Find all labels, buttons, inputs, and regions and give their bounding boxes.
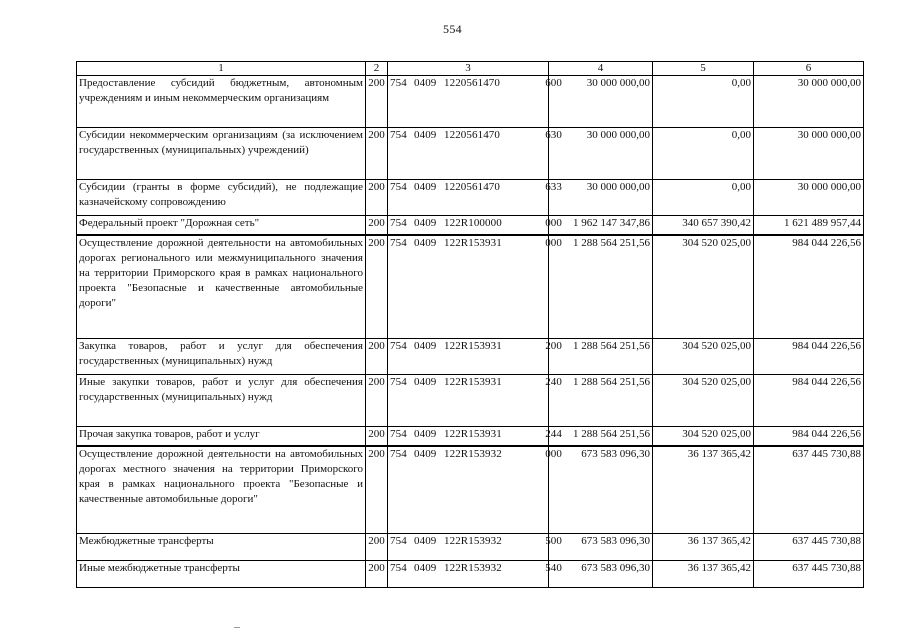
column-header-4: 4 bbox=[549, 62, 653, 76]
row-code-admin: 200 bbox=[366, 339, 388, 375]
row-budget-code bbox=[388, 561, 562, 588]
code-section: 0409 bbox=[414, 340, 437, 352]
code-chief-admin: 754 bbox=[390, 535, 407, 547]
row-budget-code bbox=[388, 235, 562, 339]
column-header-1: 1 bbox=[77, 62, 366, 76]
row-name: Закупка товаров, работ и услуг для обеспечения государственных (муниципальных) нужд bbox=[77, 339, 366, 375]
row-amount-col5: 36 137 365,42 bbox=[653, 561, 754, 588]
row-amount-col4: 673 583 096,30 bbox=[549, 561, 653, 588]
column-header-6: 6 bbox=[754, 62, 864, 76]
code-target-article: 122R100000 bbox=[444, 217, 502, 229]
code-chief-admin: 754 bbox=[390, 181, 407, 193]
row-budget-code bbox=[388, 128, 562, 180]
code-section: 0409 bbox=[414, 376, 437, 388]
code-expense-type: 000 bbox=[545, 236, 562, 249]
code-chief-admin: 754 bbox=[390, 217, 407, 229]
row-amount-col6: 637 445 730,88 bbox=[754, 446, 864, 534]
row-name: Предоставление субсидий бюджетным, автономным учреждениям и иным некоммерческим организациям bbox=[77, 76, 366, 128]
table-row bbox=[77, 76, 864, 128]
table-body bbox=[77, 76, 864, 588]
column-header-3: 3 bbox=[388, 62, 549, 76]
row-budget-code bbox=[388, 446, 562, 534]
code-target-article: 122R153931 bbox=[444, 428, 502, 440]
code-chief-admin: 754 bbox=[390, 562, 407, 574]
row-amount-col4: 1 288 564 251,56 bbox=[549, 235, 653, 339]
row-amount-col4: 673 583 096,30 bbox=[549, 534, 653, 561]
row-name: Межбюджетные трансферты bbox=[77, 534, 366, 561]
row-amount-col4: 1 288 564 251,56 bbox=[549, 427, 653, 446]
table-row bbox=[77, 128, 864, 180]
row-code-admin: 200 bbox=[366, 128, 388, 180]
row-amount-col5: 304 520 025,00 bbox=[653, 375, 754, 427]
table-row bbox=[77, 446, 864, 534]
code-chief-admin: 754 bbox=[390, 340, 407, 352]
table-row bbox=[77, 375, 864, 427]
row-code-admin: 200 bbox=[366, 427, 388, 446]
code-section: 0409 bbox=[414, 535, 437, 547]
table-row bbox=[77, 339, 864, 375]
table-row bbox=[77, 235, 864, 339]
row-amount-col5: 304 520 025,00 bbox=[653, 339, 754, 375]
row-amount-col5: 0,00 bbox=[653, 180, 754, 216]
code-section: 0409 bbox=[414, 236, 437, 249]
row-code-admin: 200 bbox=[366, 375, 388, 427]
table-row bbox=[77, 216, 864, 235]
row-amount-col5: 0,00 bbox=[653, 76, 754, 128]
row-budget-code bbox=[388, 375, 562, 427]
code-target-article: 122R153932 bbox=[444, 447, 502, 460]
code-chief-admin: 754 bbox=[390, 447, 407, 460]
code-chief-admin: 754 bbox=[390, 428, 407, 440]
row-amount-col4: 1 288 564 251,56 bbox=[549, 339, 653, 375]
row-name: Иные закупки товаров, работ и услуг для обеспечения государственных (муниципальных) нужд bbox=[77, 375, 366, 427]
table-row bbox=[77, 180, 864, 216]
code-section: 0409 bbox=[414, 181, 437, 193]
row-amount-col4: 673 583 096,30 bbox=[549, 446, 653, 534]
row-name: Субсидии (гранты в форме субсидий), не подлежащие казначейскому сопровождению bbox=[77, 180, 366, 216]
row-budget-code bbox=[388, 339, 562, 375]
row-amount-col4: 30 000 000,00 bbox=[549, 180, 653, 216]
code-expense-type: 540 bbox=[545, 562, 562, 574]
code-expense-type: 600 bbox=[545, 77, 562, 89]
code-section: 0409 bbox=[414, 217, 437, 229]
row-amount-col4: 1 288 564 251,56 bbox=[549, 375, 653, 427]
row-amount-col6: 1 621 489 957,44 bbox=[754, 216, 864, 235]
code-target-article: 1220561470 bbox=[444, 129, 500, 141]
row-amount-col6: 637 445 730,88 bbox=[754, 561, 864, 588]
code-expense-type: 240 bbox=[545, 376, 562, 388]
row-code-admin: 200 bbox=[366, 76, 388, 128]
code-target-article: 1220561470 bbox=[444, 77, 500, 89]
code-target-article: 122R153931 bbox=[444, 340, 502, 352]
row-code-admin: 200 bbox=[366, 180, 388, 216]
row-name: Субсидии некоммерческим организациям (за исключением государственных (муниципальных) учреждений) bbox=[77, 128, 366, 180]
row-name: Осуществление дорожной деятельности на автомобильных дорогах регионального или межмуниципального значения на территории Приморского края в рамках национального проекта "Безопасные и качественные автомобильные дороги" bbox=[77, 235, 366, 339]
row-code-admin: 200 bbox=[366, 534, 388, 561]
row-name: Прочая закупка товаров, работ и услуг bbox=[77, 427, 366, 446]
row-amount-col5: 36 137 365,42 bbox=[653, 446, 754, 534]
row-amount-col4: 30 000 000,00 bbox=[549, 76, 653, 128]
code-expense-type: 000 bbox=[545, 217, 562, 229]
row-amount-col6: 637 445 730,88 bbox=[754, 534, 864, 561]
code-chief-admin: 754 bbox=[390, 77, 407, 89]
code-section: 0409 bbox=[414, 77, 437, 89]
code-target-article: 122R153932 bbox=[444, 535, 502, 547]
column-header-5: 5 bbox=[653, 62, 754, 76]
row-amount-col5: 36 137 365,42 bbox=[653, 534, 754, 561]
code-chief-admin: 754 bbox=[390, 129, 407, 141]
table-row bbox=[77, 561, 864, 588]
code-expense-type: 200 bbox=[545, 340, 562, 352]
row-amount-col6: 984 044 226,56 bbox=[754, 235, 864, 339]
code-target-article: 122R153931 bbox=[444, 376, 502, 388]
row-budget-code bbox=[388, 427, 562, 446]
row-name: Иные межбюджетные трансферты bbox=[77, 561, 366, 588]
row-budget-code bbox=[388, 216, 562, 235]
row-budget-code bbox=[388, 534, 562, 561]
row-code-admin: 200 bbox=[366, 446, 388, 534]
code-target-article: 122R153931 bbox=[444, 236, 502, 249]
code-section: 0409 bbox=[414, 562, 437, 574]
row-amount-col6: 984 044 226,56 bbox=[754, 339, 864, 375]
row-amount-col5: 0,00 bbox=[653, 128, 754, 180]
table-row bbox=[77, 427, 864, 446]
row-name: Федеральный проект "Дорожная сеть" bbox=[77, 216, 366, 235]
table-row bbox=[77, 534, 864, 561]
scan-mark bbox=[234, 627, 240, 628]
row-amount-col4: 1 962 147 347,86 bbox=[549, 216, 653, 235]
row-amount-col5: 304 520 025,00 bbox=[653, 427, 754, 446]
row-code-admin: 200 bbox=[366, 561, 388, 588]
code-expense-type: 633 bbox=[545, 181, 562, 193]
code-section: 0409 bbox=[414, 447, 437, 460]
code-expense-type: 000 bbox=[545, 447, 562, 460]
row-amount-col5: 304 520 025,00 bbox=[653, 235, 754, 339]
code-chief-admin: 754 bbox=[390, 236, 407, 249]
column-header-2: 2 bbox=[366, 62, 388, 76]
row-amount-col5: 340 657 390,42 bbox=[653, 216, 754, 235]
budget-table bbox=[76, 61, 864, 588]
row-amount-col4: 30 000 000,00 bbox=[549, 128, 653, 180]
code-expense-type: 500 bbox=[545, 535, 562, 547]
row-amount-col6: 30 000 000,00 bbox=[754, 76, 864, 128]
row-name: Осуществление дорожной деятельности на автомобильных дорогах местного значения на территории Приморского края в рамках национального проекта "Безопасные и качественные автомобильные дороги" bbox=[77, 446, 366, 534]
page-number: 554 bbox=[443, 22, 462, 36]
row-budget-code bbox=[388, 180, 562, 216]
row-budget-code bbox=[388, 76, 562, 128]
code-target-article: 1220561470 bbox=[444, 181, 500, 193]
table-header-row bbox=[77, 62, 864, 76]
code-expense-type: 630 bbox=[545, 129, 562, 141]
code-expense-type: 244 bbox=[545, 428, 562, 440]
row-code-admin: 200 bbox=[366, 216, 388, 235]
code-section: 0409 bbox=[414, 129, 437, 141]
row-amount-col6: 984 044 226,56 bbox=[754, 427, 864, 446]
code-chief-admin: 754 bbox=[390, 376, 407, 388]
code-section: 0409 bbox=[414, 428, 437, 440]
row-code-admin: 200 bbox=[366, 235, 388, 339]
row-amount-col6: 30 000 000,00 bbox=[754, 180, 864, 216]
row-amount-col6: 984 044 226,56 bbox=[754, 375, 864, 427]
row-amount-col6: 30 000 000,00 bbox=[754, 128, 864, 180]
code-target-article: 122R153932 bbox=[444, 562, 502, 574]
